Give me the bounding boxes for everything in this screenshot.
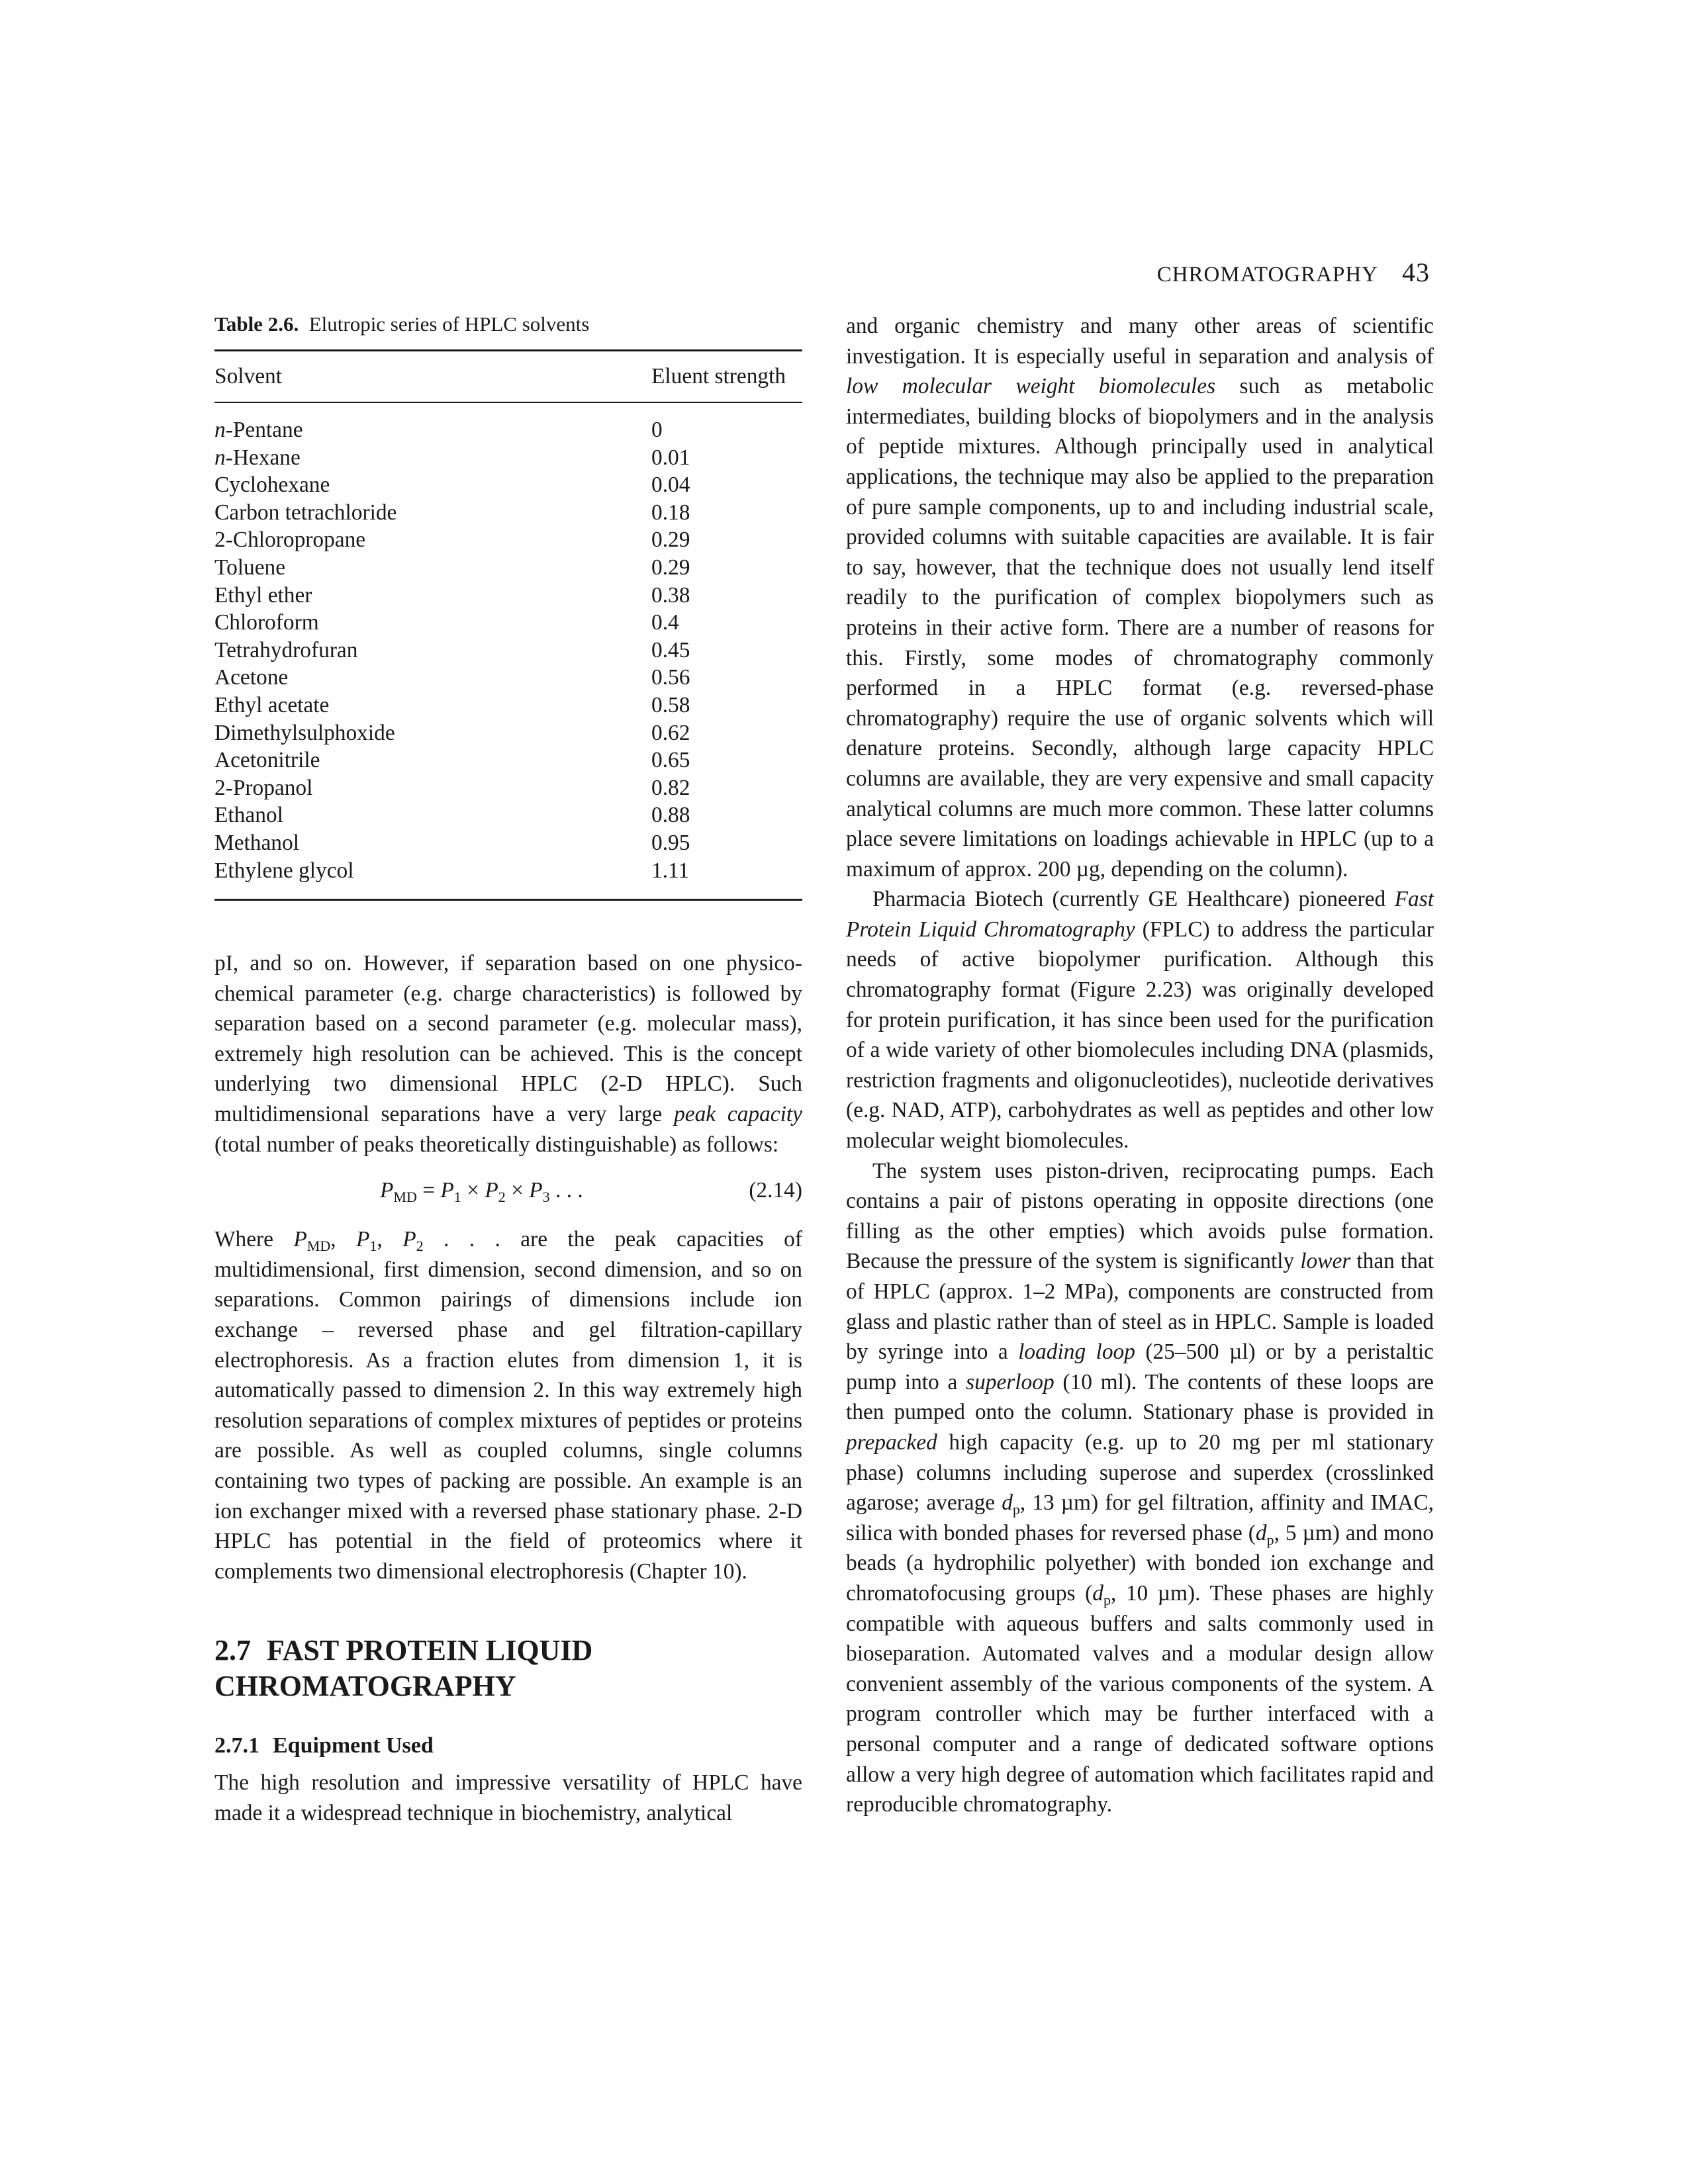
eluent-strength-cell: 0.95 bbox=[651, 830, 690, 855]
eluent-strength-cell: 0.4 bbox=[651, 610, 679, 635]
subsection-number: 2.7.1 bbox=[214, 1733, 259, 1758]
eluent-strength-cell: 1.11 bbox=[651, 858, 690, 883]
solvent-name-cell: Toluene bbox=[214, 555, 286, 580]
section-number: 2.7 bbox=[214, 1634, 251, 1667]
solvent-name-cell: Ethylene glycol bbox=[214, 858, 354, 883]
running-title: CHROMATOGRAPHY bbox=[1156, 263, 1378, 287]
table-row bbox=[214, 444, 802, 472]
table-row bbox=[214, 801, 802, 829]
table-row bbox=[214, 774, 802, 802]
table-row bbox=[214, 747, 802, 774]
solvent-name-cell: n-Hexane bbox=[214, 445, 301, 470]
eluent-strength-cell: 0.45 bbox=[651, 637, 690, 662]
subsection-heading-2-7-1 bbox=[214, 1731, 802, 1761]
eluent-strength-cell: 0.58 bbox=[651, 692, 690, 717]
solvent-name-cell: Ethanol bbox=[214, 803, 283, 828]
left-column bbox=[214, 311, 802, 1829]
paragraph-peak-capacities: Where $P_{MD}$, $P_1$, $P_2$ . . . are the peak capacities of multidimensional, first dimension, second dimension, and so on separations. Common pairings of dimensions include ion exchange – reversed phase and gel filtration-capillary electrophoresis. As a fraction elutes from dimension 1, it is automatically passed to dimension 2. In this way extremely high resolution separations of complex mixtures of peptides or proteins are possible. As well as coupled columns, single columns containing two types of packing are possible. An example is an ion exchanger mixed with a reversed phase stationary phase. 2-D HPLC has potential in the field of proteomics where it complements two dimensional electrophoresis (Chapter 10). bbox=[214, 1227, 802, 1584]
equation-2-14 bbox=[214, 1169, 802, 1212]
eluent-strength-cell: 0.18 bbox=[651, 500, 690, 525]
table-row bbox=[214, 554, 802, 582]
table-row bbox=[214, 692, 802, 719]
table-caption bbox=[214, 311, 802, 338]
page-number: 43 bbox=[1402, 257, 1430, 287]
eluent-strength-cell: 0.82 bbox=[651, 775, 690, 800]
table-row bbox=[214, 637, 802, 664]
table-row bbox=[214, 499, 802, 527]
table-body bbox=[214, 402, 802, 900]
section-title: FAST PROTEIN LIQUID CHROMATOGRAPHY bbox=[214, 1634, 593, 1703]
paragraph-fplc-system: The system uses piston-driven, reciprocating pumps. Each contains a pair of pistons operating in opposite directions (one filling as the other empties) which avoids pulse formation. Because the pressure of the system is significantly lower than that of HPLC (approx. 1–2 MPa), components are constructed from glass and plastic rather than of steel as in HPLC. Sample is loaded by syringe into a loading loop (25–500 µl) or by a peristaltic pump into a superloop (10 ml). The contents of these loops are then pumped onto the column. Stationary phase is provided in prepacked high capacity (e.g. up to 20 mg per ml stationary phase) columns including superose and superdex (crosslinked agarose; average $d_p$, 13 µm) for gel filtration, affinity and IMAC, silica with bonded phases for reversed phase ($d_p$, 5 µm) and mono beads (a hydrophilic polyether) with bonded ion exchange and chromatofocusing groups ($d_p$, 10 µm). These phases are highly compatible with aqueous buffers and salts commonly used in bioseparation. Automated valves and a modular design allow convenient assembly of the various components of the system. A program controller which may be further interfaced with a personal computer and a range of dedicated software options allow a very high degree of automation which facilitates rapid and reproducible chromatography. bbox=[846, 1158, 1434, 1817]
table-row bbox=[214, 829, 802, 857]
equation-number: (2.14) bbox=[749, 1178, 802, 1203]
solvent-name-cell: Carbon tetrachloride bbox=[214, 500, 397, 525]
table-row bbox=[214, 471, 802, 499]
solvent-name-cell: Acetone bbox=[214, 665, 289, 690]
eluent-strength-cell: 0 bbox=[651, 418, 663, 442]
solvent-name-cell: Chloroform bbox=[214, 610, 319, 635]
subsection-title: Equipment Used bbox=[273, 1733, 434, 1758]
table-row bbox=[214, 402, 802, 444]
table-header-row bbox=[214, 351, 802, 403]
solvent-name-cell: Ethyl acetate bbox=[214, 692, 330, 717]
solvent-name-cell: 2-Propanol bbox=[214, 775, 313, 800]
table-label: Table 2.6. bbox=[214, 312, 299, 336]
table-row bbox=[214, 719, 802, 747]
paragraph-equipment-intro: The high resolution and impressive versatility of HPLC have made it a widespread technique in biochemistry, analytical bbox=[214, 1770, 802, 1825]
running-header bbox=[1157, 257, 1430, 288]
solvent-name-cell: n-Pentane bbox=[214, 418, 303, 442]
solvent-table bbox=[214, 349, 802, 901]
eluent-strength-cell: 0.65 bbox=[651, 748, 690, 773]
column-header-eluent-strength: Eluent strength bbox=[651, 364, 786, 388]
equation-body: $P_{MD} = P_1 \times P_2 \times P_3$ . . . bbox=[380, 1178, 583, 1206]
solvent-name-cell: Dimethylsulphoxide bbox=[214, 720, 395, 745]
eluent-strength-cell: 0.62 bbox=[651, 720, 690, 745]
emphasis-low-molecular-weight: low molecular weight biomolecules bbox=[846, 374, 1216, 399]
table-row bbox=[214, 664, 802, 692]
paragraph-hplc-applications: and organic chemistry and many other areas of scientific investigation. It is especially useful in separation and analysis of low molecular weight biomolecules such as metabolic intermediates, building blocks of biopolymers and in the analysis of peptide mixtures. Although principally used in analytical applications, the technique may also be applied to the preparation of pure sample components, up to and including industrial scale, provided columns with suitable capacities are available. It is fair to say, however, that the technique does not usually lend itself readily to the purification of complex biopolymers such as proteins in their active form. There are a number of reasons for this. Firstly, some modes of chromatography commonly performed in a HPLC format (e.g. reversed-phase chromatography) require the use of organic solvents which will denature proteins. Secondly, although large capacity HPLC columns are available, they are very expensive and small capacity analytical columns are much more common. These latter columns place severe limitations on loadings achievable in HPLC (up to a maximum of approx. 200 µg, depending on the column). bbox=[846, 314, 1434, 882]
eluent-strength-cell: 0.29 bbox=[651, 527, 690, 553]
paragraph-multidimensional: pI, and so on. However, if separation based on one physico-chemical parameter (e.g. charge characteristics) is followed by separation based on a second parameter (e.g. molecular mass), extremely high resolution can be achieved. This is the concept underlying two dimensional HPLC (2-D HPLC). Such multidimensional separations have a very large peak capacity (total number of peaks theoretically distinguishable) as follows: bbox=[214, 951, 802, 1157]
emphasis-peak-capacity: peak capacity bbox=[674, 1102, 802, 1127]
table-row bbox=[214, 857, 802, 900]
column-header-solvent: Solvent bbox=[214, 364, 283, 388]
table-title: Elutropic series of HPLC solvents bbox=[308, 312, 590, 336]
table-row bbox=[214, 582, 802, 610]
eluent-strength-cell: 0.88 bbox=[651, 803, 690, 828]
eluent-strength-cell: 0.38 bbox=[651, 582, 690, 608]
table-2-6 bbox=[214, 311, 802, 901]
eluent-strength-cell: 0.04 bbox=[651, 473, 690, 498]
eluent-strength-cell: 0.29 bbox=[651, 555, 690, 580]
paragraph-fplc-origin: Pharmacia Biotech (currently GE Healthcare) pioneered Fast Protein Liquid Chromatography (FPLC) to address the particular needs of active biopolymer purification. Although this chromatography format (Figure 2.23) was originally developed for protein purification, it has since been used for the purification of a wide variety of other biomolecules including DNA (plasmids, restriction fragments and oligonucleotides), nucleotide derivatives (e.g. NAD, ATP), carbohydrates as well as peptides and other low molecular weight biomolecules. bbox=[846, 887, 1434, 1154]
solvent-name-cell: 2-Chloropropane bbox=[214, 527, 366, 553]
solvent-name-cell: Acetonitrile bbox=[214, 748, 320, 773]
emphasis-fplc: Fast Protein Liquid Chromatography bbox=[846, 887, 1434, 942]
solvent-name-cell: Ethyl ether bbox=[214, 582, 312, 608]
eluent-strength-cell: 0.56 bbox=[651, 665, 690, 690]
table-row bbox=[214, 609, 802, 637]
eluent-strength-cell: 0.01 bbox=[651, 445, 690, 470]
solvent-name-cell: Cyclohexane bbox=[214, 473, 330, 498]
right-column bbox=[846, 311, 1434, 1820]
table-row bbox=[214, 526, 802, 554]
section-heading-2-7 bbox=[214, 1633, 802, 1704]
solvent-name-cell: Tetrahydrofuran bbox=[214, 637, 358, 662]
solvent-name-cell: Methanol bbox=[214, 830, 299, 855]
